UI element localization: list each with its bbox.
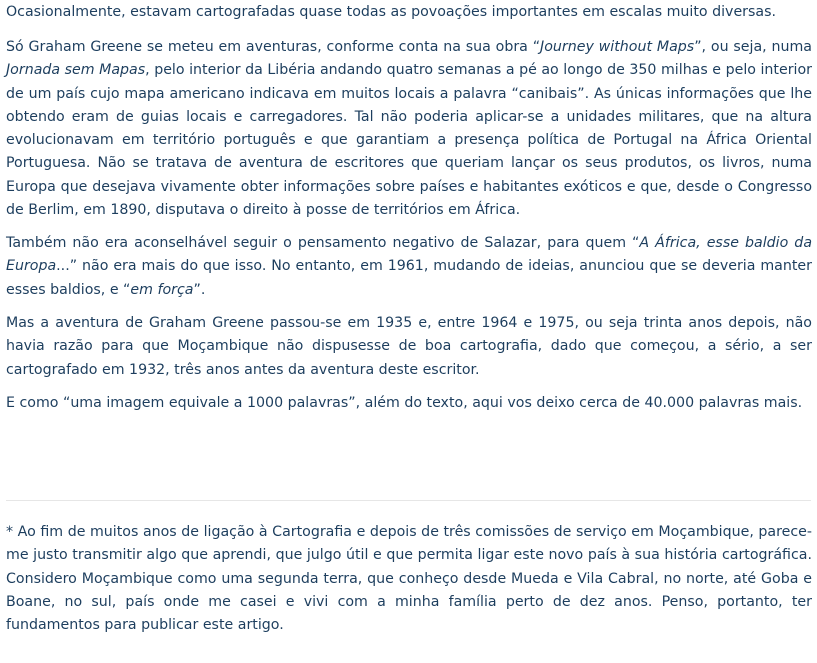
paragraph-2-text-a: Só Graham Greene se meteu em aventuras, conforme conta na sua obra “ xyxy=(6,39,541,55)
paragraph-3 xyxy=(6,232,812,302)
paragraph-1: Ocasionalmente, estavam cartografadas quase todas as povoações importantes em escalas muito diversas. xyxy=(6,4,777,20)
book-title-english: Journey without Maps xyxy=(540,39,695,55)
paragraph-5: E como “uma imagem equivale a 1000 palavras”, além do texto, aqui vos deixo cerca de 40.000 palavras mais. xyxy=(6,395,803,411)
paragraph-4: Mas a aventura de Graham Greene passou-se em 1935 e, entre 1964 e 1975, ou seja trinta anos depois, não havia razão para que Moçambique não dispusesse de boa cartografia, dado que começou, a sério, a ser cartografado em 1932, três anos antes da aventura deste escritor. xyxy=(6,315,812,378)
paragraph-2 xyxy=(6,36,812,222)
paragraph-2-text-c: ”, ou seja, numa xyxy=(694,39,813,55)
salazar-quote: A África, esse baldio da Europa xyxy=(6,235,813,275)
paragraph-2-text-e: , pelo interior da Libéria andando quatro semanas a pé ao longo de 350 milhas e pelo interior de um país cujo mapa americano indicava em muitos locais a palavra “canibais”. As únicas informações que lhe obtendo eram de guias locais e carregadores. Tal não poderia aplicar-se a unidades militares, que na altura evolucionavam em território português e que garantiam a presença política de Portugal na África Oriental Portuguesa. Não se tratava de aventura de escritores que queriam lançar os seus produtos, os livros, numa Europa que desejava vivamente obter informações sobre países e habitantes exóticos e que, desde o Congresso de Berlim, em 1890, disputava o direito à posse de territórios em África. xyxy=(6,62,812,219)
em-forca-quote: em força xyxy=(130,281,194,298)
paragraph-3-text-c: ...” não era mais do que isso. No entanto, em 1961, mudando de ideias, anunciou que se deveria manter esses baldios, e “ xyxy=(6,258,812,298)
footnote-divider xyxy=(6,500,811,501)
footnote: * Ao fim de muitos anos de ligação à Cartografia e depois de três comissões de serviço em Moçambique, parece-me justo transmitir algo que aprendi, que julgo útil e que permita ligar este novo país à sua história cartográfica. Considero Moçambique como uma segunda terra, que conheço desde Mueda e Vila Cabral, no norte, até Goba e Boane, no sul, país onde me casei e vivi com a minha família perto de dez anos. Penso, portanto, ter fundamentos para publicar este artigo. xyxy=(6,524,812,634)
paragraph-3-text-a: Também não era aconselhável seguir o pensamento negativo de Salazar, para quem “ xyxy=(6,235,640,251)
book-title-portuguese: Jornada sem Mapas xyxy=(6,62,146,79)
paragraph-3-text-e: ”. xyxy=(193,281,206,298)
